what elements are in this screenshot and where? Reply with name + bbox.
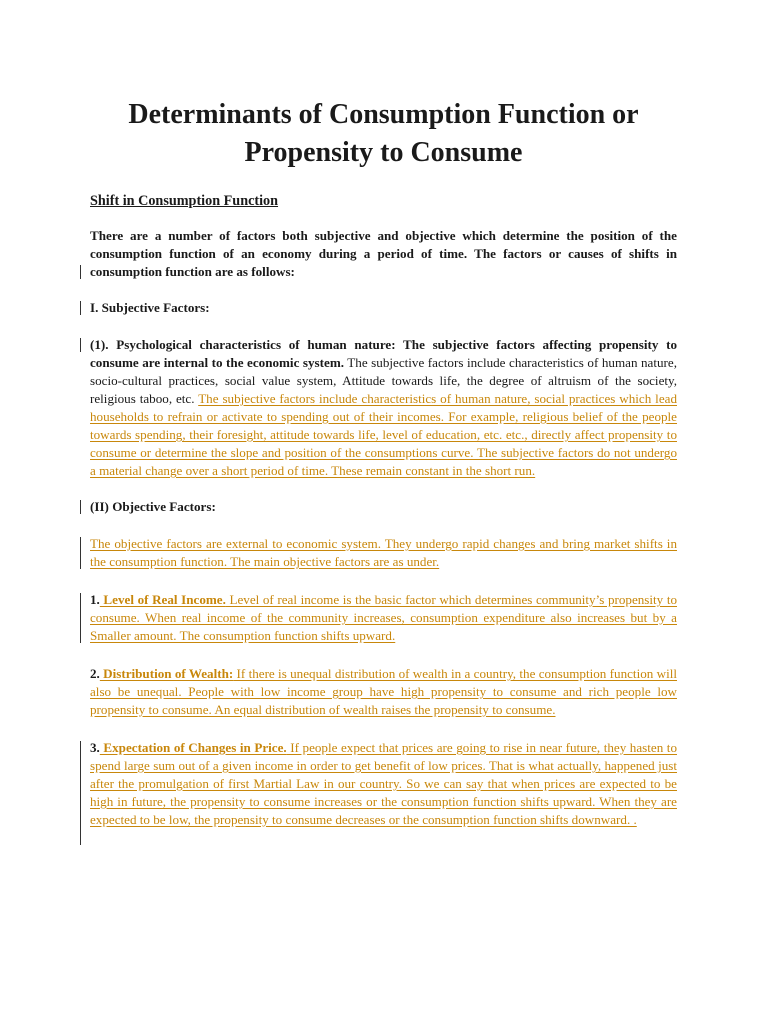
document-body [90,96,677,829]
factor-item-2 [90,665,677,719]
psychological-paragraph [90,336,677,480]
subjective-factors-heading: I. Subjective Factors: [90,299,677,317]
section-heading: Shift in Consumption Function [90,193,279,209]
psychological-text: The subjective factors include characteristics of human nature, socio-cultural practices, social value system, Attitude towards life, the degree of altruism of the society, religious taboo, etc. [90,355,678,406]
objective-intro-paragraph [90,535,677,571]
title-line-2: Propensity to Consume [244,137,523,168]
title-line-1: Determinants of Consumption Function or [128,99,639,130]
factor-1-text: Level of real income is the basic factor which determines community’s propensity to consume. When real income of the community increases, consumption expenditure also increases but by a Smaller amount. The consumption function shifts upward. [90,592,678,643]
factor-3-number: 3. [90,740,100,755]
psychological-highlight: The subjective factors include characteristics of human nature, social practices which lead households to refrain or activate to spending out of their incomes. For example, religious belief of the people towards spending, their foresight, attitude towards life, level of education, etc. etc., directly affect propensity to consume or determine the slope and position of the consumptions curve. The subjective factors do not undergo a material change over a short period of time. These remain constant in the short run. [90,391,677,478]
document-title [90,96,677,172]
objective-factors-heading [90,498,677,516]
factor-3-text: If people expect that prices are going to rise in near future, they hasten to spend large sum out of a given income in order to get benefit of low prices. That is what actually, happened just after the promulgation of first Martial Law in our country. So we can say that when prices are expected to be high in future, the propensity to consume increases or the consumption function shifts upward. When they are expected to be low, the propensity to consume decreases or the consumption function shifts downward. . [90,740,677,827]
intro-paragraph: There are a number of factors both subjective and objective which determine the position of the consumption function of an economy during a period of time. The factors or causes of shifts in consumption function are as follows: [90,228,677,279]
objective-intro-text: The objective factors are external to economic system. They undergo rapid changes and bring market shifts in the consumption function. The main objective factors are as under. [90,536,677,569]
factor-item-1 [90,591,677,645]
factor-3-heading: Expectation of Changes in Price. [99,740,287,755]
factor-1-heading: Level of Real Income. [99,592,226,607]
factor-1-number: 1. [90,592,100,607]
objective-heading-prefix: (II) [90,499,109,514]
factor-2-number: 2. [90,666,100,681]
factor-2-heading: Distribution of Wealth: [99,666,234,681]
factor-item-3 [90,739,677,829]
objective-heading-rest: Objective Factors: [108,499,216,514]
psychological-lead: (1). Psychological characteristics of human nature: The subjective factors affecting propensity to consume are internal to the economic system. [90,337,677,370]
factor-2-text: If there is unequal distribution of wealth in a country, the consumption function will also be unequal. People with low income group have high propensity to consume and rich people low propensity to consume. An equal distribution of wealth raises the propensity to consume. [90,666,677,717]
